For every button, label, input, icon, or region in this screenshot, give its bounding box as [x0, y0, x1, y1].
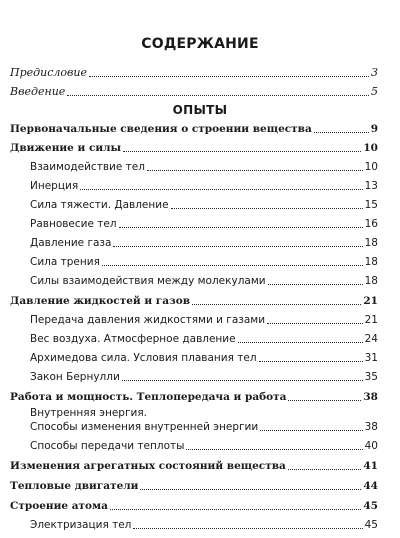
- dot-leader: [314, 122, 369, 133]
- dot-leader: [260, 420, 362, 431]
- toc-subentry: [30, 406, 378, 434]
- toc-entry-preface: [10, 64, 378, 80]
- toc-entry-label: Вес воздуха. Атмосферное давление: [30, 333, 236, 345]
- toc-entry-label: [30, 406, 258, 434]
- toc-subentry: [30, 349, 378, 365]
- toc-entry-label-line: Способы изменения внутренней энергии: [30, 421, 259, 433]
- toc-entry-page: 18: [364, 237, 378, 249]
- dot-leader: [259, 351, 363, 362]
- toc-subentry: [30, 437, 378, 453]
- toc-subentry: [30, 272, 378, 288]
- toc-entry-label: Способы передачи теплоты: [30, 440, 185, 452]
- toc-entry-label: Силы взаимодействия между молекулами: [30, 275, 266, 287]
- dot-leader: [140, 479, 361, 490]
- dot-leader: [147, 160, 363, 171]
- toc-entry-label: Взаимодействие тел: [30, 161, 145, 173]
- toc-entry-label: Тепловые двигатели: [10, 480, 139, 492]
- dot-leader: [122, 370, 363, 381]
- dot-leader: [267, 313, 363, 324]
- toc-entry-page: 3: [371, 66, 378, 79]
- toc-entry-page: 41: [363, 460, 378, 472]
- dot-leader: [89, 66, 369, 77]
- toc-entry-label: Электризация тел: [30, 519, 132, 531]
- dot-leader: [288, 459, 362, 470]
- toc-entry-label: Работа и мощность. Теплопередача и работа: [10, 391, 287, 403]
- toc-entry-page: 35: [364, 371, 378, 383]
- toc-entry-label: Архимедова сила. Условия плавания тел: [30, 352, 257, 364]
- dot-leader: [67, 85, 369, 96]
- toc-section: [10, 477, 378, 493]
- dot-leader: [102, 255, 363, 266]
- toc-entry-page: 18: [364, 256, 378, 268]
- dot-leader: [192, 294, 361, 305]
- toc-entry-label: Движение и силы: [10, 142, 122, 154]
- toc-subentry: [30, 253, 378, 269]
- toc-entry-page: 24: [364, 333, 378, 345]
- toc-entry-page: 31: [364, 352, 378, 364]
- toc-entry-label: Сила трения: [30, 256, 100, 268]
- toc-subentry: [30, 196, 378, 212]
- toc-entry-page: 5: [371, 85, 378, 98]
- toc-entry-page: 16: [364, 218, 378, 230]
- toc-entry-page: 45: [363, 500, 378, 512]
- toc-entry-page: 40: [364, 440, 378, 452]
- toc-subentry: [30, 234, 378, 250]
- toc-subentry: [30, 311, 378, 327]
- toc-entry-page: 10: [363, 142, 378, 154]
- dot-leader: [186, 439, 362, 450]
- dot-leader: [133, 518, 362, 529]
- toc-subentry: [30, 177, 378, 193]
- dot-leader: [110, 499, 361, 510]
- toc-entry-page: 15: [364, 199, 378, 211]
- toc-entry-page: 13: [364, 180, 378, 192]
- toc-entry-page: 44: [363, 480, 378, 492]
- dot-leader: [113, 236, 362, 247]
- toc-entry-label: Сила тяжести. Давление: [30, 199, 169, 211]
- toc-entry-page: 45: [364, 519, 378, 531]
- toc-section: [10, 457, 378, 473]
- dot-leader: [171, 198, 363, 209]
- toc-entry-label: Предисловие: [10, 66, 87, 79]
- toc-entry-page: 21: [364, 314, 378, 326]
- toc-entry-label: Строение атома: [10, 500, 108, 512]
- dot-leader: [268, 274, 363, 285]
- toc-entry-page: 9: [370, 123, 378, 135]
- toc-section: [10, 120, 378, 136]
- toc-subentry: [30, 158, 378, 174]
- toc-entry-page: 21: [363, 295, 378, 307]
- toc-entry-label-line: Внутренняя энергия.: [30, 407, 147, 419]
- toc-section: [10, 139, 378, 155]
- toc-entry-introduction: [10, 83, 378, 99]
- dot-leader: [80, 179, 362, 190]
- toc-entry-label: Давление газа: [30, 237, 112, 249]
- toc-entry-page: 18: [364, 275, 378, 287]
- toc-entry-label: Передача давления жидкостями и газами: [30, 314, 266, 326]
- toc-entry-label: Введение: [10, 85, 66, 98]
- dot-leader: [288, 390, 361, 401]
- section-heading: ОПЫТЫ: [172, 103, 228, 117]
- page-title: СОДЕРЖАНИЕ: [141, 36, 259, 52]
- toc-entry-label: Давление жидкостей и газов: [10, 295, 191, 307]
- dot-leader: [123, 141, 361, 152]
- toc-entry-page: 10: [364, 161, 378, 173]
- toc-entry-page: 38: [364, 421, 378, 433]
- toc-section: [10, 292, 378, 308]
- toc-subentry: [30, 368, 378, 384]
- toc-entry-page: 38: [363, 391, 378, 403]
- dot-leader: [119, 217, 363, 228]
- toc-entry-label: Первоначальные сведения о строении вещества: [10, 123, 312, 135]
- toc-subentry: [30, 330, 378, 346]
- toc-entry-label: Инерция: [30, 180, 79, 192]
- toc-subentry: [30, 516, 378, 532]
- toc-subentry: [30, 215, 378, 231]
- toc-entry-label: Равновесие тел: [30, 218, 117, 230]
- toc-section: [10, 388, 378, 404]
- dot-leader: [238, 332, 363, 343]
- toc-entry-label: Закон Бернулли: [30, 371, 120, 383]
- toc-entry-label: Изменения агрегатных состояний вещества: [10, 460, 286, 472]
- toc-section: [10, 497, 378, 513]
